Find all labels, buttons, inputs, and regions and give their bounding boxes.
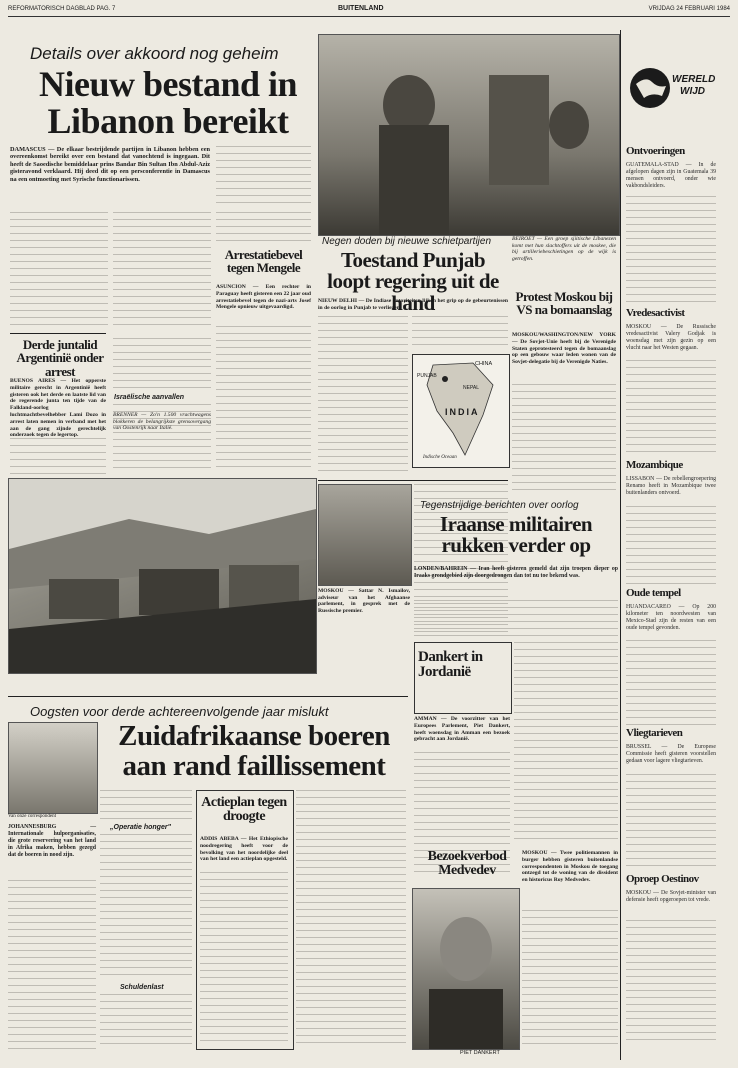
lebanon-body-col2b	[216, 212, 311, 242]
portrait-icon	[413, 889, 519, 1049]
map-label-nepal: NEPAL	[463, 385, 480, 391]
page-header	[8, 4, 730, 17]
header-section: BUITENLAND	[338, 5, 384, 12]
farm-photo	[8, 722, 98, 814]
iran-headline: Iraanse militairen rukken verder op	[439, 512, 593, 558]
iran-lead-more	[414, 600, 618, 636]
header-date: VRIJDAG 24 FEBRUARI 1984	[648, 6, 730, 12]
ontvoeringen-text: GUATEMALA-STAD — In de afgelopen dagen zijn in Guatemala 39 mensen ontvoerd, onder wie vakbondsleiders.	[626, 162, 716, 189]
lebanon-headline: Nieuw bestand in Libanon bereikt	[38, 64, 298, 141]
vliegtarieven-text: BRUSSEL — De Europese Commissie heeft gisteren voorstellen gedaan voor lagere vliegtarieven.	[626, 744, 716, 764]
ontvoeringen-title: Ontvoeringen	[626, 145, 685, 157]
divider	[10, 333, 106, 334]
oproep-title: Oproep Oestinov	[626, 873, 699, 885]
lebanon-body-col2	[216, 146, 311, 206]
brenner-photo	[8, 478, 317, 674]
protest-dateline: MOSKOU/WASHINGTON/NEW YORK — De Sovjet-Unie heeft bij de Verenigde Staten geprotesteerd tegen de bomaanslag op een gebouw waar leden wonen van de Sovjet-delegatie bij de Verenigde Naties.	[512, 332, 616, 366]
mozambique-text: LISSABON — De rebellengroepering Renamo heeft in Mozambique twee buitenlanders ontvoerd.	[626, 476, 716, 496]
protest-body	[512, 384, 616, 494]
dankert-dateline: AMMAN — De voorzitter van het Europees Parlement, Piet Dankert, heeft woensdag in Amman een bezoek gebracht aan Jordanië.	[414, 716, 510, 743]
arrest-subhead: Israëlische aanvallen	[114, 394, 185, 401]
column-divider	[620, 30, 621, 1060]
argentina-headline: Derde juntalid Argentinië onder arrest	[16, 337, 104, 379]
vredesactivist-title: Vredesactivist	[626, 307, 685, 319]
oproep-body	[626, 920, 716, 1046]
ethiopia-headline: Actieplan tegen droogte	[201, 795, 287, 825]
argentina-body	[10, 438, 106, 474]
brenner-caption: BRENNER — Zo'n 1.500 vrachtwagens blokkeren de belangrijkste grensovergang van Oostenrijk naar Italië.	[113, 412, 211, 432]
map-label-china: CHINA	[475, 361, 493, 367]
southafrica-lead: JOHANNESBURG — Internationale hulporganisaties, die grote reservering van het land in Afrika maken, hebben gezegd dat de boeren in nood zijn.	[8, 824, 96, 858]
mengele-headline: Arrestatiebevel tegen Mengele	[224, 247, 303, 276]
dankert-portrait	[412, 888, 520, 1050]
southafrica-sub1: „Operatie honger"	[110, 824, 171, 831]
vliegtarieven-title: Vliegtarieven	[626, 727, 683, 739]
moscow-photo	[318, 484, 412, 586]
southafrica-body-1	[8, 880, 96, 1050]
oudetempel-text: HUANDACAREO — Op 200 kilometer ten noordwesten van Mexico-Stad zijn de resten van een oude tempel gevonden.	[626, 604, 716, 631]
vliegtarieven-body	[626, 774, 716, 870]
map-label-india: INDIA	[445, 407, 480, 417]
dankert-headline: Dankert in Jordanië	[418, 649, 483, 681]
lebanon-lead: DAMASCUS — De elkaar bestrijdende partijen in Libanon hebben een overeenkomst bereikt over een bestand dat vanochtend is ingegaan. Dit heeft de Saoedische bemiddelaar prins Bandar Bin Sultan Ibn Abdul-Aziz gisteravond verklaard. Hij deed dit op een persconferentie in Damascus na een ontmoeting met Syrische functionarissen.	[10, 146, 210, 183]
mozambique-body	[626, 506, 716, 584]
punjab-headline: Toestand Punjab loopt regering uit de hand	[327, 248, 499, 315]
logo-bottom: WIJD	[680, 86, 705, 97]
mengele-dateline: ASUNCION — Een rechter in Paraguay heeft gisteren een 22 jaar oud arrestatiebevel tegen de nazi-arts Josef Mengele opnieuw uitgevaardigd.	[216, 284, 311, 311]
medvedev-body	[522, 910, 618, 1050]
argentina-dateline: BUENOS AIRES — Het opperste militaire gerecht in Argentinië heeft gisteren ook het derde en laatste lid van de regerende junta ten tijde van de Falkland-oorlog luchtmachtbevelhebber Lami Dozo in arrest laten nemen in verband met het aan de gang zijnde gerechtelijk onderzoek tegen de legertop.	[10, 378, 106, 439]
header-paper: REFORMATORISCH DAGBLAD PAG. 7	[8, 6, 116, 12]
divider	[318, 480, 508, 481]
moscow-caption: MOSKOU — Sattar N. Ismailov, adviseur van het Afghaanse parlement, in gesprek met de Russische premier.	[318, 588, 410, 614]
lebanon-body-mid	[113, 338, 211, 390]
vredesactivist-text: MOSKOU — De Russische vredesactivist Valery Godjak is woensdag met zijn gezin op een vlucht naar het Westen gegaan.	[626, 324, 716, 351]
logo-top: WERELD	[672, 74, 716, 85]
iran-kicker: Tegenstrijdige berichten over oorlog	[420, 500, 579, 511]
mozambique-title: Mozambique	[626, 459, 683, 471]
punjab-body-2	[412, 316, 508, 350]
divider	[8, 696, 408, 697]
southafrica-body-2a	[100, 790, 192, 820]
lebanon-body-col1	[10, 212, 108, 330]
beirut-caption: BEIROET — Een groep sjiitische Libanezen komt met hun slachtoffers uit de moskee, die bij artilleriebeschietingen op de wijk is getroffen.	[512, 236, 616, 262]
oudetempel-title: Oude tempel	[626, 587, 681, 599]
portrait-caption: PIET DANKERT	[460, 1050, 500, 1056]
beirut-photo	[318, 34, 620, 236]
india-map	[412, 354, 510, 468]
lebanon-kicker: Details over akkoord nog geheim	[30, 44, 279, 63]
southafrica-credit: Van onze correspondent	[8, 814, 57, 819]
iran-body	[514, 642, 618, 842]
protest-headline: Protest Moskou bij VS na bomaanslag	[515, 289, 613, 318]
ethiopia-body	[200, 872, 288, 1042]
map-label-ocean: Indische Oceaan	[423, 455, 457, 460]
crowd-scene-icon	[319, 35, 619, 235]
southafrica-body-2b	[100, 834, 192, 980]
iran-lead: LONDEN/BAHREIN — Iran heeft gisteren gemeld dat zijn troepen dieper op Iraaks grondgebied zijn doorgedrongen dan tot nu toe bekend was.	[414, 566, 618, 579]
southafrica-headline: Zuidafrikaanse boeren aan rand faillissement	[118, 720, 390, 782]
lebanon-body-col1b	[113, 212, 211, 330]
ontvoeringen-body	[626, 196, 716, 306]
wereld-logo	[628, 66, 714, 122]
oproep-text: MOSKOU — De Sovjet-minister van defensie heeft opgeroepen tot vrede.	[626, 890, 716, 903]
medvedev-dateline: MOSKOU — Twee politiemannen in burger hebben gisteren buitenlandse correspondenten in Moskou de toegang ontzegd tot de woning van de dissident en historicus Roy Medvedev.	[522, 850, 618, 884]
globe-icon	[628, 66, 672, 110]
punjab-lead: NIEUW DELHI — De Indiase autoriteiten lijken het grip op de gebeurtenissen in de oorlog in Punjab te verliezen.	[318, 298, 508, 311]
southafrica-body-2c	[100, 994, 192, 1050]
southafrica-body-3	[296, 790, 406, 1048]
punjab-kicker: Negen doden bij nieuwe schietpartijen	[322, 236, 492, 247]
mengele-body	[216, 326, 311, 472]
southafrica-kicker: Oogsten voor derde achtereenvolgende jaar mislukt	[30, 704, 329, 719]
vredesactivist-body	[626, 360, 716, 456]
medvedev-headline: Bezoekverbod Medvedev	[427, 849, 507, 879]
truck-scene-icon	[9, 479, 316, 673]
southafrica-sub2: Schuldenlast	[120, 984, 164, 991]
ethiopia-dateline: ADDIS ABEBA — Het Ethiopische noodregering heeft voor de bevolking van het noordelijke deel van het land een actieplan opgesteld.	[200, 836, 288, 863]
oudetempel-body	[626, 640, 716, 726]
map-label-punjab: PUNJAB	[417, 373, 437, 379]
punjab-body-1	[318, 316, 408, 476]
